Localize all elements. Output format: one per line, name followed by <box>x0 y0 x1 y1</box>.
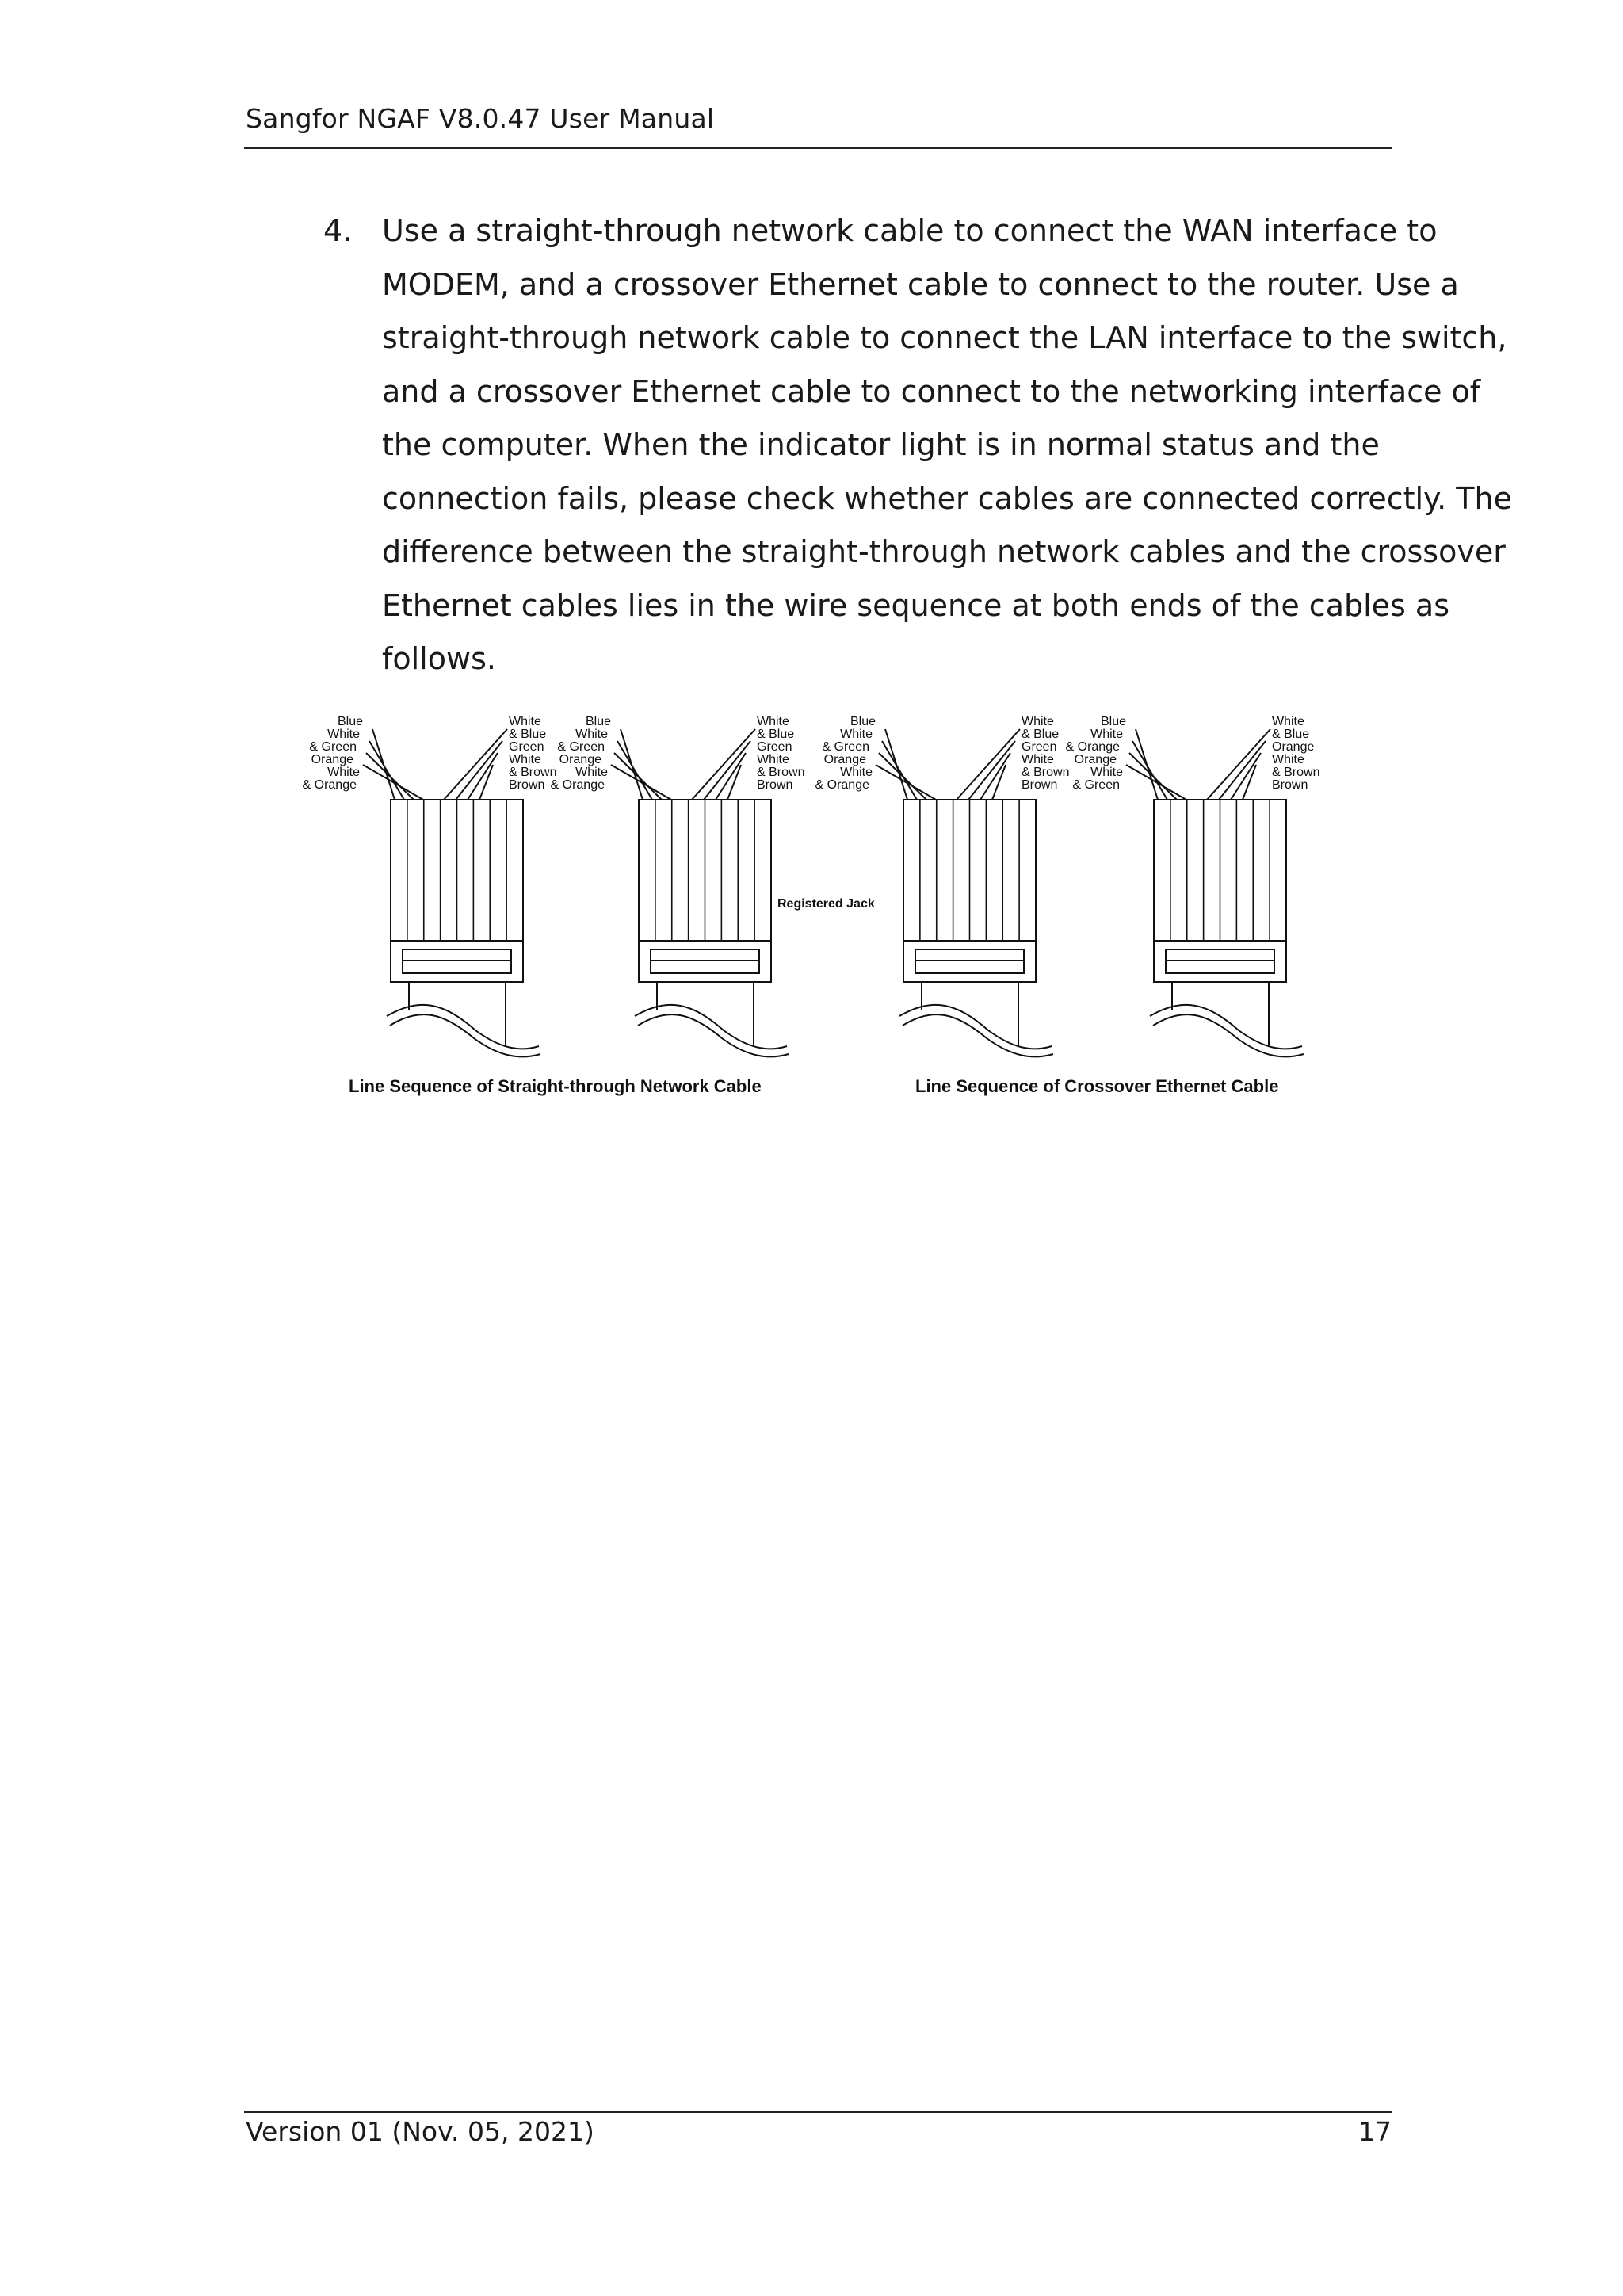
wire-label-left: & Orange <box>302 778 357 792</box>
wire-label-left: White <box>575 766 608 779</box>
rj45-connector <box>815 715 1070 1056</box>
wire-label-right: White <box>757 715 789 728</box>
jack-label: Registered Jack <box>777 897 875 911</box>
wire-label-left: & Green <box>557 740 605 754</box>
rj45-connector <box>303 715 557 1056</box>
wire-label-left: Orange <box>823 753 866 766</box>
wire-label-left: & Orange <box>550 778 605 792</box>
step-text-line: Ethernet cables lies in the wire sequence at both ends of the cables as <box>382 587 1449 623</box>
cable-wave <box>1150 1005 1302 1049</box>
wire-label-left: & Orange <box>1065 740 1120 754</box>
step-text <box>382 204 1512 686</box>
wire-label-left: Orange <box>311 753 353 766</box>
wire-label-right: Orange <box>1272 740 1315 754</box>
wire-label-right: White <box>509 753 541 766</box>
wire-lead <box>692 729 755 800</box>
cable-wave <box>899 1005 1052 1049</box>
cable-sequence-figure <box>302 705 1323 1102</box>
wire-label-left: White <box>1090 728 1123 741</box>
wire-label-right: Green <box>1022 740 1057 754</box>
wire-label-right: Brown <box>509 778 545 792</box>
wire-label-right: White <box>1272 753 1304 766</box>
rj45-connector <box>551 715 805 1056</box>
wire-lead <box>1219 741 1266 800</box>
wire-label-right: & Blue <box>1022 728 1060 741</box>
rj45-connector <box>1066 715 1320 1056</box>
wire-label-left: White <box>327 728 360 741</box>
wire-label-right: & Blue <box>1272 728 1310 741</box>
wire-label-left: White <box>840 728 873 741</box>
wire-lead <box>444 729 507 800</box>
step-text-line: the computer. When the indicator light is in normal status and the <box>382 427 1380 462</box>
caption-crossover: Line Sequence of Crossover Ethernet Cable <box>915 1076 1279 1096</box>
wire-label-left: White <box>575 728 608 741</box>
wire-label-right: Green <box>757 740 792 754</box>
wire-label-left: Orange <box>559 753 601 766</box>
wire-lead <box>957 729 1020 800</box>
step-text-line: connection fails, please check whether cables are connected correctly. The <box>382 480 1512 516</box>
wire-label-left: White <box>327 766 360 779</box>
wire-lead <box>1132 741 1167 800</box>
step-number: 4. <box>323 213 353 248</box>
wire-label-right: Brown <box>1272 778 1308 792</box>
wire-label-left: White <box>840 766 873 779</box>
step-text-line: straight-through network cable to connect the LAN interface to the switch, <box>382 320 1507 355</box>
cable-wave <box>635 1005 787 1049</box>
wire-label-right: White <box>757 753 789 766</box>
wire-label-left: White <box>1090 766 1123 779</box>
wire-label-left: & Green <box>309 740 357 754</box>
wire-lead <box>704 741 750 800</box>
header-rule <box>244 147 1392 149</box>
wire-label-right: White <box>1022 753 1054 766</box>
wire-lead <box>1207 729 1270 800</box>
wire-label-right: & Blue <box>509 728 547 741</box>
footer-version: Version 01 (Nov. 05, 2021) <box>246 2116 594 2147</box>
wire-lead <box>879 753 926 800</box>
wire-label-left: Blue <box>585 715 611 728</box>
wire-lead <box>369 741 404 800</box>
wire-label-right: Brown <box>1022 778 1058 792</box>
caption-straight: Line Sequence of Straight-through Network Cable <box>349 1076 762 1096</box>
wire-label-left: & Orange <box>815 778 869 792</box>
step-text-line: follows. <box>382 641 496 676</box>
wire-label-right: & Brown <box>757 766 805 779</box>
wire-lead <box>968 741 1015 800</box>
wire-label-left: Orange <box>1074 753 1117 766</box>
wire-label-right: White <box>1272 715 1304 728</box>
step-text-line: difference between the straight-through network cables and the crossover <box>382 534 1506 569</box>
page-number: 17 <box>1358 2116 1392 2147</box>
wire-lead <box>1129 753 1177 800</box>
wire-lead <box>614 753 662 800</box>
wire-label-right: White <box>1022 715 1054 728</box>
wire-label-right: Brown <box>757 778 793 792</box>
wire-label-left: Blue <box>337 715 363 728</box>
cable-wave <box>1153 1014 1304 1056</box>
wire-label-left: & Green <box>1072 778 1120 792</box>
wire-lead <box>456 741 502 800</box>
step-text-line: MODEM, and a crossover Ethernet cable to connect to the router. Use a <box>382 266 1459 302</box>
wire-label-left: & Green <box>822 740 869 754</box>
cable-wave <box>638 1014 789 1056</box>
cable-wave <box>387 1005 539 1049</box>
running-header: Sangfor NGAF V8.0.47 User Manual <box>246 103 715 134</box>
wire-label-right: & Brown <box>1022 766 1070 779</box>
cable-wave <box>903 1014 1053 1056</box>
wire-label-right: White <box>509 715 541 728</box>
step-text-line: and a crossover Ethernet cable to connect to the networking interface of <box>382 373 1481 409</box>
wire-label-right: & Brown <box>509 766 557 779</box>
step-text-line: Use a straight-through network cable to connect the WAN interface to <box>382 213 1438 248</box>
wire-lead <box>366 753 414 800</box>
wire-label-right: & Blue <box>757 728 795 741</box>
wire-label-left: Blue <box>1100 715 1126 728</box>
wire-label-right: & Brown <box>1272 766 1320 779</box>
footer-rule <box>244 2111 1392 2113</box>
cable-diagram <box>302 705 1323 1102</box>
wire-label-right: Green <box>509 740 544 754</box>
wire-lead <box>882 741 917 800</box>
wire-label-left: Blue <box>850 715 876 728</box>
wire-lead <box>617 741 652 800</box>
cable-wave <box>390 1014 540 1056</box>
